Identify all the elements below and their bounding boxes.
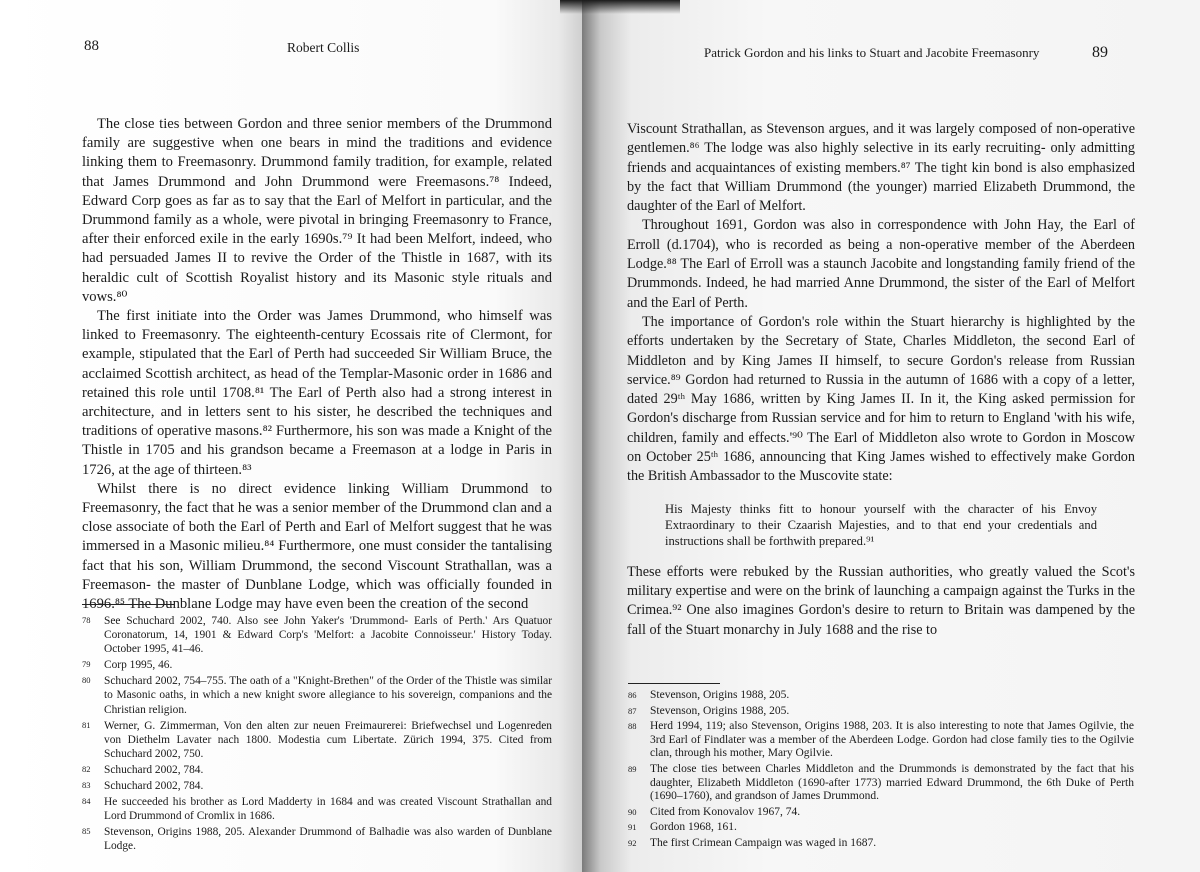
footnote: [628, 837, 1134, 851]
footnote: [82, 674, 552, 716]
footnote-text: The close ties between Charles Middleton and the Drummonds is demonstrated by the fact that his daughter, Elizabeth Middleton (1690-after 1773) married Edward Drummond, the 6th Duke of Perth (1690–1760), and grandson of James Drummond.: [650, 762, 1134, 803]
footnote-text: Schuchard 2002, 754–755. The oath of a "Knight-Brethen" of the Order of the Thistle was similar to Masonic oaths, in which a new knight swore allegiance to his sovereign, companions and the Christian religion.: [104, 675, 552, 716]
paragraph: Whilst there is no direct evidence linking William Drummond to Freemasonry, the fact that he was a senior member of the Drummond clan and a close associate of both the Earl of Perth and Earl of Melfort suggest that he was immersed in a Masonic milieu.⁸⁴ Furthermore, one must consider the tantalising fact that his son, William Drummond, the second Viscount Strathallan, was a Freemason- the master of Dunblane Lodge, which was officially founded in 1696.⁸⁵ The Dunblane Lodge may have even been the creation of the second: [82, 480, 552, 613]
running-head-left: Robert Collis: [287, 40, 360, 55]
footnote: [628, 821, 1134, 835]
footnote: [628, 720, 1134, 761]
footnote: [628, 806, 1134, 820]
footnote-text: Stevenson, Origins 1988, 205.: [650, 704, 790, 717]
block-quote: His Majesty thinks fitt to honour yourself with the character of his Envoy Extraordinary to their Czaarish Majesties, and to that end your credentials and instructions shall be forthwith prepared.⁹¹: [665, 501, 1097, 548]
footnote-number: 85: [82, 826, 91, 837]
footnote-text: Herd 1994, 119; also Stevenson, Origins 1988, 203. It is also interesting to note that James Ogilvie, the 3rd Earl of Findlater was a member of the Aberdeen Lodge. Gordon had close family ties to the Ogilvie clan, through his mother, Mary Ogilvie.: [650, 720, 1134, 760]
footnote: [628, 763, 1134, 804]
footnote: [82, 779, 552, 793]
footnote-number: 84: [82, 796, 91, 807]
footnote-text: Stevenson, Origins 1988, 205.: [650, 689, 790, 701]
right-page: [582, 0, 1200, 872]
footnote-text: He succeeded his brother as Lord Madderty in 1684 and was created Viscount Strathallan and Lord Drummond of Cromlix in 1686.: [104, 796, 552, 823]
paragraph: These efforts were rebuked by the Russian authorities, who greatly valued the Scot's military expertise and were on the brink of launching a campaign against the Turks in the Crimea.⁹² One also imagines Gordon's desire to return to Britain was dampened by the fall of the Stuart monarchy in July 1688 and the rise to: [627, 563, 1135, 638]
footnote: [82, 795, 552, 823]
page-number-right: 89: [1092, 44, 1108, 61]
footnote-text: See Schuchard 2002, 740. Also see John Yaker's 'Drummond- Earls of Perth.' Ars Quatuor Coronatorum, 14, 1901 & Edward Corp's 'Melfort: a Jacobite Connoisseur.' History Today. October 1995, 41–46.: [104, 615, 552, 656]
footnote-text: Werner, G. Zimmerman, Von den alten zur neuen Freimaurerei: Briefwechsel und Logenreden von Diethelm Lavater nach 1800. Modestia cum Libertate. Zürich 1994, 375. Cited from Schuchard 2002, 750.: [104, 719, 552, 760]
paragraph: The first initiate into the Order was James Drummond, who himself was linked to Freemasonry. The eighteenth-century Ecossais rite of Clermont, for example, stipulated that the Earl of Perth had succeeded Sir William Bruce, the acclaimed Scottish architect, as head of the Templar-Masonic order in 1686 and retained this role until 1708.⁸¹ The Earl of Perth also had a strong interest in architecture, and in letters sent to his sister, he described the techniques and traditions of operative masons.⁸² Furthermore, his son was made a Knight of the Thistle in 1705 and his grandson became a Freemason at a lodge in Paris in 1726, at the age of thirteen.⁸³: [82, 308, 552, 478]
footnote-divider: [628, 683, 720, 684]
footnote-number: 81: [82, 719, 91, 730]
footnote-number: 87: [628, 705, 637, 716]
left-footnotes: [82, 614, 552, 856]
footnote-text: Corp 1995, 46.: [104, 659, 173, 672]
footnote: [82, 658, 552, 672]
footnote-text: The first Crimean Campaign was waged in 1687.: [650, 836, 877, 849]
footnote-number: 92: [628, 837, 637, 848]
paragraph: The close ties between Gordon and three senior members of the Drummond family are suggestive when one bears in mind the traditions and evidence linking them to Freemasonry. Drummond family tradition, for example, related that James Drummond and John Drummond were Freemasons.⁷⁸ Indeed, Edward Corp goes as far as to say that the Earl of Melfort in particular, and the Drummond family as a whole, were pivotal in bringing Freemasonry to France, after their enforced exile in the early 1690s.⁷⁹ It had been Melfort, indeed, who had persuaded James II to revive the Order of the Thistle in 1687, with its heraldic cult of Scottish Royalist history and its Masonic style rituals and vows.⁸⁰: [82, 116, 552, 305]
footnote-number: 90: [628, 806, 637, 817]
running-head-right: Patrick Gordon and his links to Stuart and Jacobite Freemasonry: [704, 45, 1040, 60]
footnote-number: 80: [82, 675, 91, 686]
footnote-number: 89: [628, 763, 637, 774]
right-body-text: [627, 120, 1135, 640]
footnote: [82, 719, 552, 761]
footnote: [82, 825, 552, 853]
footnote-text: Schuchard 2002, 784.: [104, 780, 204, 793]
paragraph: The importance of Gordon's role within the Stuart hierarchy is highlighted by the efforts undertaken by the Secretary of State, Charles Middleton, the second Earl of Middleton and by King James II himself, to secure Gordon's release from Russian service.⁸⁹ Gordon had returned to Russia in the autumn of 1686 with a copy of a letter, dated 29ᵗʰ May 1686, written by King James II. In it, the King asked permission for Gordon's discharge from Russian service and for him to return to England 'with his wife, children, family and effects.'⁹⁰ The Earl of Middleton also wrote to Gordon in Moscow on October 25ᵗʰ 1686, announcing that King James wished to effectively make Gordon the British Ambassador to the Muscovite state:: [627, 313, 1135, 485]
binding-shadow: [560, 0, 680, 14]
footnote-number: 82: [82, 763, 91, 774]
footnote-divider: [82, 604, 174, 605]
footnote-number: 88: [628, 721, 637, 732]
footnote-number: 79: [82, 659, 91, 670]
footnote-number: 78: [82, 615, 91, 625]
footnote-number: 83: [82, 780, 91, 791]
footnote: [82, 763, 552, 777]
footnote-text: Stevenson, Origins 1988, 205. Alexander Drummond of Balhadie was also warden of Dunblane Lodge.: [104, 826, 552, 853]
footnote-number: 86: [628, 690, 637, 700]
page-number-left: 88: [84, 38, 99, 54]
footnote-text: Cited from Konovalov 1967, 74.: [650, 805, 801, 818]
footnote-text: Schuchard 2002, 784.: [104, 763, 204, 776]
footnote-number: 91: [628, 822, 637, 833]
footnote: [82, 614, 552, 656]
footnote-text: Gordon 1968, 161.: [650, 821, 737, 834]
right-footnotes: [628, 689, 1134, 853]
left-body-text: [82, 115, 552, 614]
paragraph: Throughout 1691, Gordon was also in correspondence with John Hay, the Earl of Erroll (d.1704), who is recorded as being a non-operative member of the Aberdeen Lodge.⁸⁸ The Earl of Erroll was a staunch Jacobite and longstanding family friend of the Drummonds. Indeed, he had married Anne Drummond, the sister of the Earl of Melfort and the Earl of Perth.: [627, 217, 1135, 311]
footnote: [628, 705, 1134, 719]
paragraph: Viscount Strathallan, as Stevenson argues, and it was largely composed of non-operative gentlemen.⁸⁶ The lodge was also highly selective in its early recruiting- only admitting friends and acquaintances of existing members.⁸⁷ The tight kin bond is also emphasized by the fact that William Drummond (the younger) married Elizabeth Drummond, the daughter of the Earl of Melfort.: [627, 121, 1135, 215]
left-page: [0, 0, 582, 872]
footnote: [628, 689, 1134, 703]
